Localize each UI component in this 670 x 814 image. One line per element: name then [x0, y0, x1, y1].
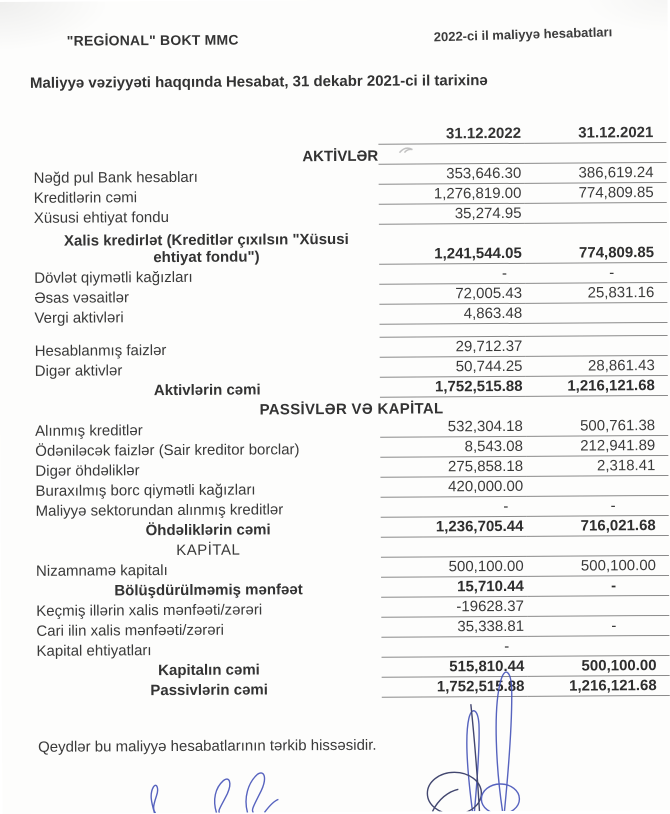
table-body — [33, 143, 669, 700]
value-cell-2021: 2,318.41 — [526, 456, 668, 477]
row-label: Dövlət qiymətli kağızları — [34, 268, 193, 287]
value-cell-2021: 25,831.16 — [525, 283, 667, 304]
value-cell-2021 — [526, 476, 668, 497]
value-cell-2022 — [379, 324, 525, 338]
column-header-2022: 31.12.2022 — [378, 121, 524, 145]
row-label: Hesablanmış faizlər — [34, 342, 167, 360]
row-label: Xalis kredirlət (Kreditlər çıxılsın "Xüsusi ehtiyat fondu") — [63, 230, 349, 267]
value-cell-2022: 420,000.00 — [380, 477, 526, 498]
row-label: Digər aktivlər — [34, 362, 123, 380]
value-cell-2021: 774,809.85 — [525, 223, 668, 264]
row-label: Nizamnamə kapitalı — [35, 562, 168, 580]
value-cell-2022: 275,858.18 — [380, 457, 526, 478]
value-cell-2022: 35,274.95 — [379, 204, 525, 225]
value-cell-2021: 28,861.43 — [525, 356, 667, 377]
value-cell-2022 — [381, 537, 527, 558]
row-label: Maliyyə sektorundan alınmış kreditlər — [35, 501, 284, 520]
value-cell-2021: - — [527, 576, 669, 597]
value-cell-2021: 386,619.24 — [524, 163, 666, 184]
value-cell-2021: - — [525, 263, 667, 284]
value-cell-2021 — [525, 303, 667, 324]
value-cell-2022: 515,810.44 — [381, 657, 527, 678]
column-header-2021: 31.12.2021 — [524, 120, 666, 144]
value-cell-2022: 1,752,515.88 — [381, 677, 527, 698]
row-label: AKTİVLƏR — [302, 147, 379, 166]
value-cell-2021 — [525, 336, 667, 357]
value-cell-2022: 29,712.37 — [379, 337, 525, 358]
value-cell-2022: - — [379, 264, 525, 285]
value-cell-2022: - — [381, 637, 527, 658]
row-label: Digər öhdəliklər — [35, 462, 140, 480]
row-label: Kreditlərin cəmi — [33, 189, 138, 207]
signature-left — [151, 773, 278, 813]
row-label: Bölüşdürülməmiş mənfəət — [114, 581, 303, 600]
row-label: Nəğd pul Bank hesabları — [33, 168, 198, 187]
table-row — [35, 376, 668, 400]
row-label: Keçmiş illərin xalis mənfəəti/zərəri — [36, 601, 263, 620]
report-year-label: 2022-ci il maliyyə hesabatları — [433, 24, 613, 45]
value-cell-2021 — [527, 536, 669, 557]
value-cell-2022: 72,005.43 — [379, 284, 525, 305]
table-row — [37, 676, 670, 700]
value-cell-2022: 1,241,544.05 — [379, 224, 525, 265]
row-label: Cari ilin xalis mənfəəti/zərəri — [36, 621, 224, 640]
value-cell-2022: 1,276,819.00 — [378, 184, 524, 205]
company-name: "REGİONAL" BOKT MMC — [66, 31, 239, 49]
value-cell-2021: - — [527, 616, 669, 637]
value-cell-2021 — [524, 203, 666, 224]
footer-note: Qeydlər bu maliyyə hesabatlarının tərkib hissəsidir. — [38, 736, 377, 756]
value-cell-2022: 353,646.30 — [378, 164, 524, 185]
value-cell-2021: 1,216,121.68 — [527, 676, 669, 697]
value-cell-2021: - — [526, 496, 668, 517]
value-cell-2021 — [524, 143, 666, 164]
row-label: Aktivlərin cəmi — [153, 381, 261, 400]
value-cell-2022: 4,863.48 — [379, 304, 525, 325]
value-cell-2021 — [527, 596, 669, 617]
value-cell-2021 — [525, 323, 667, 337]
value-cell-2022: 35,338.81 — [381, 617, 527, 638]
report-title: Maliyyə vəziyyəti haqqında Hesabat, 31 dekabr 2021-ci il tarixinə — [29, 72, 488, 92]
value-cell-2021 — [527, 636, 669, 657]
row-label: Öhdəliklərin cəmi — [145, 521, 271, 540]
value-cell-2022: - — [380, 497, 526, 518]
value-cell-2022: 8,543.08 — [380, 437, 526, 458]
balance-sheet-table — [33, 120, 670, 700]
section-header: PASSİVLƏR VƏ KAPİTAL — [259, 400, 444, 419]
value-cell-2022: 532,304.18 — [380, 417, 526, 438]
value-cell-2021: 500,100.00 — [527, 656, 669, 677]
row-label: Kapital ehtiyatları — [36, 642, 152, 660]
value-cell-2021: 212,941.89 — [526, 436, 668, 457]
value-cell-2021: 500,100.00 — [527, 556, 669, 577]
row-label: Passivlərin cəmi — [150, 681, 268, 700]
value-cell-2021: 716,021.68 — [526, 516, 668, 537]
row-label: Ödəniləcək faizlər (Sair kreditor borclar) — [35, 441, 300, 460]
row-label: Əsas vəsaitlər — [34, 289, 130, 307]
value-cell-2022: 15,710.44 — [381, 577, 527, 598]
value-cell-2022: 500,100.00 — [381, 557, 527, 578]
value-cell-2021: 774,809.85 — [524, 183, 666, 204]
value-cell-2022: 50,744.25 — [379, 357, 525, 378]
value-cell-2022: 1,236,705.44 — [380, 517, 526, 538]
row-label: Vergi aktivləri — [34, 309, 124, 327]
value-cell-2022: -19628.37 — [381, 597, 527, 618]
value-cell-2022: 1,752,515.88 — [380, 377, 526, 398]
row-label: KAPİTAL — [176, 541, 241, 559]
row-label: Kapitalın cəmi — [158, 661, 260, 680]
table-row — [34, 223, 667, 267]
row-label: Xüsusi ehtiyat fondu — [33, 209, 169, 227]
row-label: Alınmış kreditlər — [35, 422, 143, 440]
value-cell-2021: 1,216,121.68 — [526, 376, 668, 397]
value-cell-2022 — [378, 144, 524, 165]
row-label: Buraxılmış borc qiymətli kağızları — [35, 481, 256, 500]
value-cell-2021: 500,761.38 — [526, 416, 668, 437]
